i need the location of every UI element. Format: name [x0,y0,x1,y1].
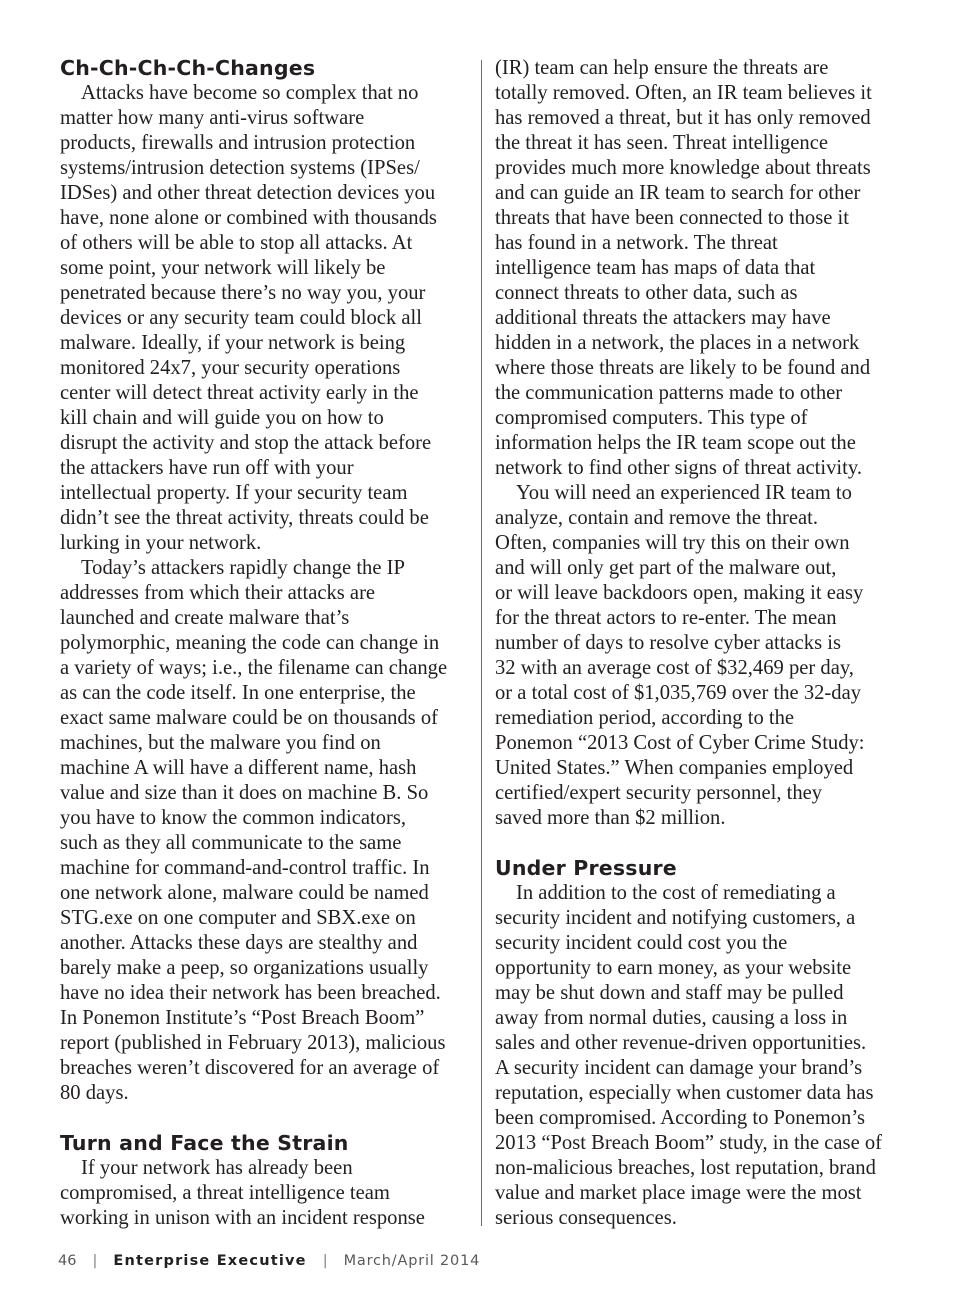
right-column [495,56,905,1231]
section-heading-under-pressure: Under Pressure [495,856,677,880]
page-number: 46 [58,1253,77,1269]
paragraph-attacks-complex: Attacks have become so complex that no matter how many anti-virus software products, firewalls and intrusion protection systems/intrusion detection systems (IPSes/ IDSes) and other threat detection devices you have, none alone or combined with thousands of others will be able to stop all attacks. At some point, your network will likely be penetrated because there’s no way you, your devices or any security team could block all malware. Ideally, if your network is being monitored 24x7, your security operations center will detect threat activity early in the kill chain and will guide you on how to disrupt the activity and stop the attack before the attackers have run off with your intellectual property. If your security team didn’t see the threat activity, threats could be lurking in your network. [60,82,437,554]
left-column [60,56,470,1231]
paragraph-network-compromised: If your network has already been compromised, a threat intelligence team working in unison with an incident response [60,1157,425,1229]
section-heading-changes: Ch-Ch-Ch-Ch-Changes [60,56,316,80]
section-spacer [495,831,905,856]
page-footer [58,1250,480,1272]
publication-name: Enterprise Executive [113,1253,307,1269]
column-divider [481,60,482,1226]
paragraph-experienced-ir-team: You will need an experienced IR team to analyze, contain and remove the threat. Often, companies will try this on their own and will only get part of the malware out, or will leave backdoors open, making it easy for the threat actors to re-enter. The mean number of days to resolve cyber attacks is 32 with an average cost of $32,469 per day, or a total cost of $1,035,769 over the 32-day remediation period, according to the Ponemon “2013 Cost of Cyber Crime Study: United States.” When companies employed certified/expert security personnel, they saved more than $2 million. [495,482,865,829]
paragraph-ir-team-continuation: (IR) team can help ensure the threats are totally removed. Often, an IR team believes it has removed a threat, but it has only removed the threat it has seen. Threat intelligence provides much more knowledge about threats and can guide an IR team to search for other threats that have been connected to those it has found in a network. The threat intelligence team has maps of data that connect threats to other data, such as additional threats the attackers may have hidden in a network, the places in a network where those threats are likely to be found and the communication patterns made to other compromised computers. This type of information helps the IR team scope out the network to find other signs of threat activity. [495,57,872,479]
footer-separator: | [92,1253,98,1269]
section-spacer [60,1106,470,1131]
paragraph-cost-of-remediating: In addition to the cost of remediating a security incident and notifying customers, a security incident could cost you the opportunity to earn money, as your website may be shut down and staff may be pulled away from normal duties, causing a loss in sales and other revenue-driven opportunities. A security incident can damage your brand’s reputation, especially when customer data has been compromised. According to Ponemon’s 2013 “Post Breach Boom” study, in the case of non-malicious breaches, lost reputation, brand value and market place image were the most serious consequences. [495,882,883,1229]
paragraph-attackers-change-ip: Today’s attackers rapidly change the IP addresses from which their attacks are launched and create malware that’s polymorphic, meaning the code can change in a variety of ways; i.e., the filename can change as can the code itself. In one enterprise, the exact same malware could be on thousands of machines, but the malware you find on machine A will have a different name, hash value and size than it does on machine B. So you have to know the common indicators, such as they all communicate to the same machine for command-and-control traffic. In one network alone, malware could be named STG.exe on one computer and SBX.exe on another. Attacks these days are stealthy and barely make a peep, so organizations usually have no idea their network has been breached. In Ponemon Institute’s “Post Breach Boom” report (published in February 2013), malicious breaches weren’t discovered for an average of 80 days. [60,557,448,1104]
section-heading-turn-and-face: Turn and Face the Strain [60,1131,349,1155]
issue-date: March/April 2014 [343,1253,481,1269]
footer-separator: | [322,1253,328,1269]
